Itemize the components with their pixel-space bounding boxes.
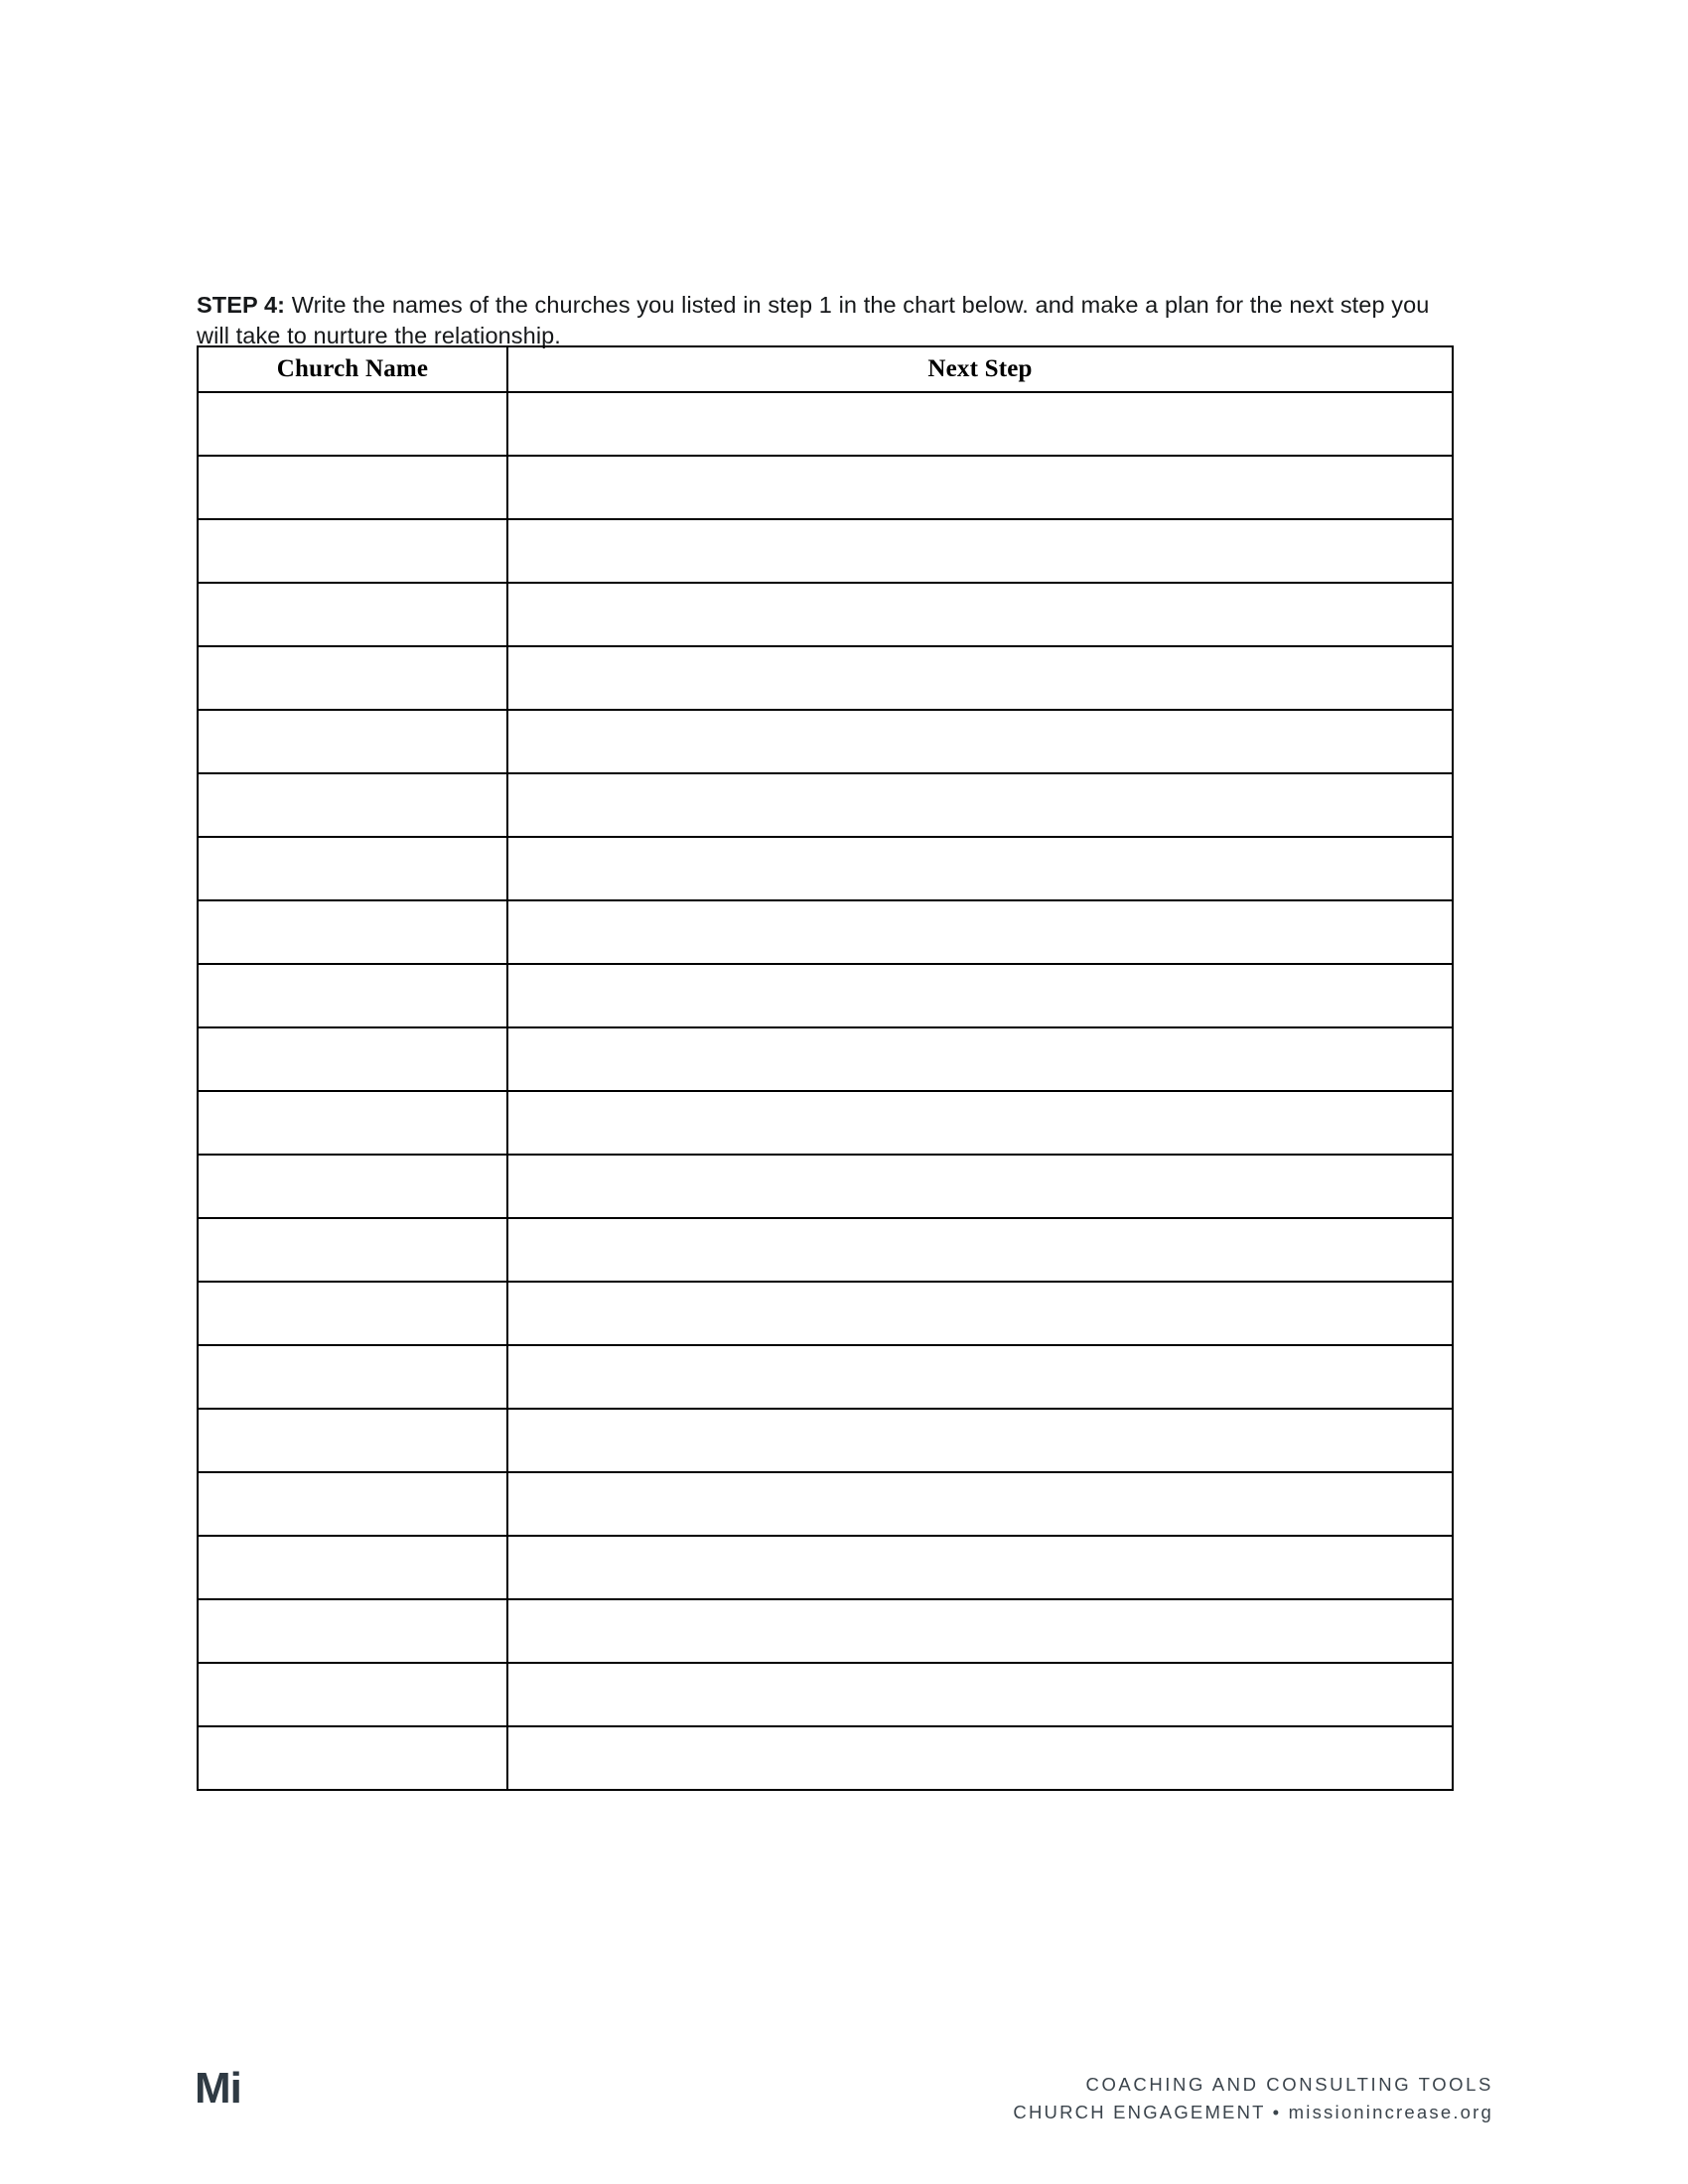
cell-church-name[interactable] [198,964,507,1027]
cell-church-name[interactable] [198,1155,507,1218]
footer-line-1: COACHING AND CONSULTING TOOLS [1085,2074,1493,2095]
cell-church-name[interactable] [198,710,507,773]
table-row [198,1218,1453,1282]
footer-line-2: CHURCH ENGAGEMENT • missionincrease.org [1013,2101,1493,2122]
table-row [198,710,1453,773]
table-row [198,1409,1453,1472]
cell-next-step[interactable] [507,710,1453,773]
cell-next-step[interactable] [507,1027,1453,1091]
table-row [198,519,1453,583]
cell-next-step[interactable] [507,1726,1453,1790]
cell-next-step[interactable] [507,1218,1453,1282]
cell-next-step[interactable] [507,1282,1453,1345]
cell-next-step[interactable] [507,1409,1453,1472]
table-row [198,964,1453,1027]
table-row [198,1599,1453,1663]
cell-church-name[interactable] [198,646,507,710]
cell-next-step[interactable] [507,1345,1453,1409]
table-row [198,392,1453,456]
table-row [198,456,1453,519]
cell-church-name[interactable] [198,1409,507,1472]
cell-church-name[interactable] [198,837,507,900]
cell-church-name[interactable] [198,1345,507,1409]
cell-next-step[interactable] [507,1155,1453,1218]
step-label: STEP 4: [197,291,286,318]
table-header [198,346,1453,392]
cell-next-step[interactable] [507,773,1453,837]
cell-church-name[interactable] [198,1091,507,1155]
table-row [198,1726,1453,1790]
mission-increase-logo: Mi [195,2064,241,2113]
church-next-step-table [197,345,1454,1791]
cell-church-name[interactable] [198,1218,507,1282]
cell-next-step[interactable] [507,900,1453,964]
cell-next-step[interactable] [507,1599,1453,1663]
cell-church-name[interactable] [198,900,507,964]
cell-next-step[interactable] [507,583,1453,646]
table-row [198,1663,1453,1726]
cell-next-step[interactable] [507,392,1453,456]
cell-next-step[interactable] [507,646,1453,710]
cell-next-step[interactable] [507,456,1453,519]
table-row [198,1282,1453,1345]
table-row [198,1091,1453,1155]
cell-church-name[interactable] [198,1282,507,1345]
cell-next-step[interactable] [507,1663,1453,1726]
cell-next-step[interactable] [507,1091,1453,1155]
footer-meta [1013,2071,1493,2126]
cell-church-name[interactable] [198,456,507,519]
instruction-text [197,290,1450,352]
table-row [198,1027,1453,1091]
table-row [198,900,1453,964]
cell-church-name[interactable] [198,773,507,837]
table-row [198,646,1453,710]
cell-church-name[interactable] [198,1726,507,1790]
table-row [198,773,1453,837]
table-row [198,1155,1453,1218]
column-header-church-name: Church Name [198,346,507,392]
table-row [198,1472,1453,1536]
table-row [198,583,1453,646]
cell-church-name[interactable] [198,1663,507,1726]
cell-church-name[interactable] [198,1599,507,1663]
table-body [198,392,1453,1790]
cell-next-step[interactable] [507,1536,1453,1599]
cell-next-step[interactable] [507,519,1453,583]
cell-church-name[interactable] [198,392,507,456]
table-header-row [198,346,1453,392]
table-row [198,837,1453,900]
cell-next-step[interactable] [507,964,1453,1027]
cell-church-name[interactable] [198,1027,507,1091]
cell-next-step[interactable] [507,1472,1453,1536]
column-header-next-step: Next Step [507,346,1453,392]
cell-church-name[interactable] [198,583,507,646]
table-row [198,1345,1453,1409]
cell-next-step[interactable] [507,837,1453,900]
cell-church-name[interactable] [198,1472,507,1536]
cell-church-name[interactable] [198,1536,507,1599]
table-row [198,1536,1453,1599]
cell-church-name[interactable] [198,519,507,583]
instruction-body: Write the names of the churches you listed in step 1 in the chart below. and make a plan for the next step you will take to nurture the relationship. [197,291,1430,348]
